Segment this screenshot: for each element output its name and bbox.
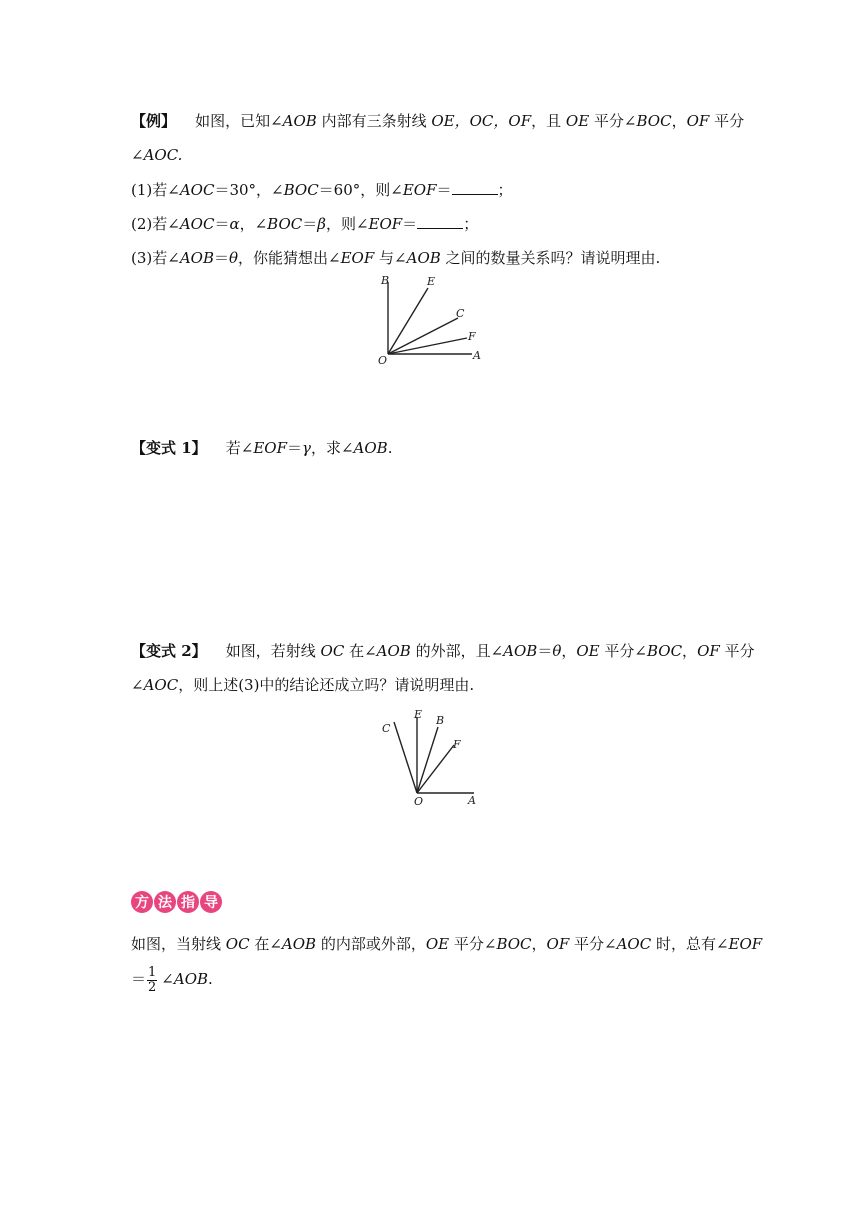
text: EOF bbox=[402, 181, 437, 199]
text: ∠ bbox=[131, 676, 144, 694]
text: BOC bbox=[646, 642, 683, 660]
label-e: E bbox=[427, 275, 436, 288]
text: (2)若∠ bbox=[131, 215, 180, 233]
text: 的外部，且∠ bbox=[410, 642, 504, 660]
text: EOF bbox=[728, 935, 763, 953]
text: γ bbox=[302, 439, 311, 457]
label-o: O bbox=[414, 795, 424, 808]
variant-2-figure bbox=[378, 705, 488, 810]
text: BOC bbox=[283, 181, 319, 199]
label-e: E bbox=[414, 708, 423, 721]
text: 时，总有∠ bbox=[651, 935, 729, 953]
answer-blank bbox=[452, 180, 498, 195]
text: EOF bbox=[368, 215, 403, 233]
text: 内部有三条射线 bbox=[316, 112, 432, 130]
text: OE bbox=[425, 935, 450, 953]
ray-ob bbox=[417, 727, 438, 793]
method-guide-badge bbox=[131, 891, 222, 913]
text: 如图，若射线 bbox=[225, 642, 321, 660]
variant-2-line-1 bbox=[131, 641, 755, 661]
fraction-numerator: 1 bbox=[148, 964, 157, 980]
text: AOC bbox=[616, 935, 652, 953]
text: β bbox=[317, 215, 326, 233]
text: AOB bbox=[376, 642, 411, 660]
variant-1-tag: 【变式 1】 bbox=[131, 439, 207, 457]
text: 在∠ bbox=[249, 935, 282, 953]
text: OE bbox=[576, 642, 600, 660]
badge-char: 指 bbox=[177, 891, 199, 913]
question-1 bbox=[131, 180, 513, 200]
ray-of bbox=[388, 338, 467, 354]
fraction-denominator: 2 bbox=[148, 979, 157, 995]
label-f: F bbox=[468, 330, 476, 343]
badge-char: 导 bbox=[200, 891, 222, 913]
example-line-1 bbox=[131, 111, 744, 131]
label-c: C bbox=[382, 722, 391, 735]
label-a: A bbox=[468, 794, 476, 807]
ray-of bbox=[417, 745, 454, 793]
text: AOB bbox=[179, 249, 214, 267]
answer-blank bbox=[417, 214, 463, 229]
text: ，∠ bbox=[239, 215, 268, 233]
variant-2-tag: 【变式 2】 bbox=[131, 642, 207, 660]
text: (3)若∠ bbox=[131, 249, 180, 267]
text: ＝30°，∠ bbox=[214, 181, 284, 199]
question-3 bbox=[131, 248, 660, 268]
text: AOB bbox=[173, 970, 209, 988]
text: BOC bbox=[636, 112, 672, 130]
text: ； bbox=[497, 181, 513, 199]
text: AOB bbox=[406, 249, 441, 267]
text: ＝ bbox=[302, 215, 318, 233]
method-line-1 bbox=[131, 934, 762, 954]
text: ＝ bbox=[213, 249, 229, 267]
text: ，则∠ bbox=[325, 215, 369, 233]
text: 平分 bbox=[709, 112, 745, 130]
text: ，则上述(3)中的结论还成立吗？请说明理由. bbox=[178, 676, 475, 694]
text: ∠ bbox=[161, 970, 174, 988]
text: OC bbox=[225, 935, 250, 953]
text: ， bbox=[671, 112, 687, 130]
label-o: O bbox=[378, 354, 388, 367]
text: OE bbox=[565, 112, 590, 130]
text: AOB bbox=[353, 439, 388, 457]
text: 平分∠ bbox=[599, 642, 647, 660]
text: 平分∠ bbox=[449, 935, 497, 953]
label-b: B bbox=[436, 714, 445, 727]
example-figure bbox=[370, 268, 490, 368]
text: 在∠ bbox=[344, 642, 377, 660]
label-b: B bbox=[381, 274, 390, 287]
text: OF bbox=[546, 935, 570, 953]
text: α bbox=[229, 215, 240, 233]
badge-char: 法 bbox=[154, 891, 176, 913]
text: . bbox=[387, 439, 393, 457]
text: ， bbox=[531, 935, 547, 953]
text: AOC bbox=[179, 181, 215, 199]
label-c: C bbox=[456, 307, 465, 320]
text: AOB bbox=[282, 112, 317, 130]
text: BOC bbox=[267, 215, 303, 233]
text: OF bbox=[697, 642, 720, 660]
text: 如图，已知∠ bbox=[195, 112, 283, 130]
text: AOC bbox=[143, 676, 179, 694]
text: EOF bbox=[253, 439, 287, 457]
text: ＝ bbox=[436, 181, 452, 199]
text: AOC bbox=[179, 215, 215, 233]
text: 平分∠ bbox=[569, 935, 617, 953]
text: . bbox=[208, 970, 213, 988]
text: ＝ bbox=[214, 215, 230, 233]
variant-1 bbox=[131, 438, 392, 458]
text: ， bbox=[561, 642, 577, 660]
method-line-2 bbox=[131, 964, 213, 995]
text: ， bbox=[682, 642, 698, 660]
text: OE，OC，OF bbox=[431, 112, 532, 130]
label-a: A bbox=[473, 349, 481, 362]
question-2 bbox=[131, 214, 478, 234]
example-line-2: ∠AOC. bbox=[131, 146, 183, 164]
text: 的内部或外部， bbox=[316, 935, 426, 953]
text: ＝ bbox=[286, 439, 302, 457]
label-f: F bbox=[453, 738, 461, 751]
fraction-one-half bbox=[147, 966, 157, 995]
text: ＝ bbox=[402, 215, 418, 233]
text: ，你能猜想出∠ bbox=[238, 249, 341, 267]
variant-2-line-2 bbox=[131, 675, 474, 695]
text: OC bbox=[320, 642, 345, 660]
text: θ bbox=[552, 642, 562, 660]
text: θ bbox=[229, 249, 239, 267]
text: AOB bbox=[503, 642, 538, 660]
text: 若∠ bbox=[225, 439, 254, 457]
text: ； bbox=[463, 215, 479, 233]
example-tag: 【例】 bbox=[131, 112, 177, 130]
text: (1)若∠ bbox=[131, 181, 180, 199]
text: ，求∠ bbox=[310, 439, 354, 457]
text: ，且 bbox=[531, 112, 566, 130]
text: 之间的数量关系吗？请说明理由. bbox=[440, 249, 661, 267]
text: 平分∠ bbox=[589, 112, 637, 130]
text: 与∠ bbox=[374, 249, 407, 267]
text: BOC bbox=[496, 935, 532, 953]
text: ＝ bbox=[537, 642, 553, 660]
text: ＝ bbox=[131, 970, 147, 988]
text: AOB bbox=[281, 935, 317, 953]
text: OF bbox=[686, 112, 710, 130]
text: 平分 bbox=[719, 642, 755, 660]
badge-char: 方 bbox=[131, 891, 153, 913]
text: ＝60°，则∠ bbox=[318, 181, 403, 199]
text: 如图，当射线 bbox=[131, 935, 226, 953]
ray-oc bbox=[394, 722, 417, 793]
text: EOF bbox=[340, 249, 375, 267]
